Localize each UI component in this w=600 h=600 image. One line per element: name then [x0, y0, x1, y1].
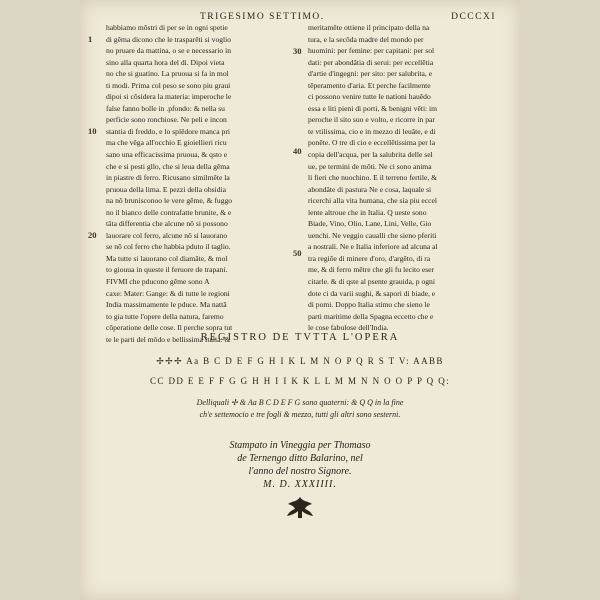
- text-line: ue, pe termini de mõti. Ne ci sono anima: [308, 161, 432, 171]
- text-line: ricerchi alla vita humana, che sia piu eccel: [308, 196, 438, 206]
- text-line: FIVMI che pducono gẽme sono A: [106, 277, 210, 287]
- text-line: essa e liti pieni di porti, & benigni vẽti: im: [308, 103, 438, 113]
- text-line: sano una efficacissima pruoua, & qsto e: [106, 150, 228, 160]
- text-line: to gia tutte l'opere della natura, faremo: [106, 311, 224, 321]
- text-line: uenchi. Ne veggio caualli che sieno pferiti: [308, 230, 437, 240]
- text-line: me, & di ferro mẽtre che gli fu lecito eser: [308, 265, 435, 275]
- text-line: che e si pesti gllo, che si leua della gẽma: [106, 161, 230, 171]
- text-line: ti modi. Prima col peso se sono piu graui: [106, 80, 231, 90]
- text-line: a nostrali. Ne e Italia inferiore ad alcuna al: [308, 242, 438, 252]
- gathering-note-line-2: ch'e settemocio e tre fogli & mezzo, tutti gli altri sono sesterni.: [199, 410, 401, 419]
- text-line: di gẽma dicono che le trasparẽti si voglio: [106, 34, 232, 44]
- text-line: false fanno bolle in .pfondo: & nella su: [106, 103, 225, 113]
- text-line: meritamẽte ottiene il principato della na: [308, 23, 430, 32]
- line-number: 30: [293, 46, 302, 56]
- text-line: tãta differentia che alcune nõ si possono: [106, 219, 228, 229]
- text-line: te le parti del mõdo e bellissima Italia: &: [106, 334, 231, 344]
- text-line: no che si guatino. La pruoua si fa in mol: [106, 69, 229, 79]
- signature-list-line-2: CC DD E E F F G G H H I I K K L L M M N N O O P P Q Q:: [149, 376, 451, 386]
- text-line: copia dell'acqua, per la salubrita delle sel: [308, 150, 433, 160]
- text-line: tura, e la secõda madre del mondo per: [308, 34, 424, 44]
- text-line: peroche il sito suo e volto, e ricorre in par: [308, 115, 435, 125]
- text-line: tra regiõe di minere d'oro, d'argẽto, di ra: [308, 253, 431, 263]
- text-line: di pomi. Doppo Italia stimo che sieno le: [308, 300, 430, 310]
- text-line: lente altroue che in Italia. Q ueste sono: [308, 207, 427, 217]
- registro-heading: REGISTRO DE TVTTA L'OPERA: [200, 332, 400, 343]
- text-line: pruoua della lima. E pezzi della obsidia: [106, 184, 226, 194]
- line-number: 10: [88, 126, 97, 136]
- colophon-line-1: Stampato in Vineggia per Thomaso: [229, 440, 371, 451]
- text-line: le cose fabulose dell'India.: [308, 323, 389, 333]
- line-number: 50: [293, 248, 302, 258]
- fleuron-icon: [283, 494, 317, 520]
- text-line: te vtilissima, cio e in mezzo di leuãte, e di: [308, 126, 436, 136]
- text-line: Biade, Vino, Olio, Lane, Lini, Velle, Gio: [308, 219, 432, 229]
- book-page: [80, 0, 520, 600]
- folio-number: DCCCXI: [451, 12, 496, 22]
- running-title: TRIGESIMO SETTIMO.: [200, 12, 325, 22]
- text-line: na nõ brunisconoo le vere gẽme, & fuggo: [106, 196, 233, 206]
- line-number: 20: [88, 230, 97, 240]
- colophon-line-3: l'anno del nostro Signore.: [248, 466, 352, 477]
- text-line: perficie sono ronchiose. Ne peli e incon: [106, 115, 227, 125]
- text-line: dati: per abondãtia di serui: per eccellẽtia: [308, 57, 434, 67]
- text-line: no il bianco delle contrafatte brunite, & e: [106, 207, 232, 217]
- right-text-column: [308, 22, 493, 334]
- text-line: d'artie d'ingegni: per sito: per salubrita, e: [308, 69, 432, 79]
- text-line: parti maritime della Spagna eccetto che e: [308, 311, 434, 321]
- text-line: tẽperamento d'aria. Et perche facilmente: [308, 80, 431, 90]
- colophon-line-2: de Ternengo ditto Balarino, nel: [237, 453, 363, 464]
- text-line: dipoi si cõsidera la materia: imperoche le: [106, 92, 232, 102]
- text-line: stantia di freddo, e lo splẽdore manca pri: [106, 126, 230, 136]
- colophon-date: M. D. XXXIIII.: [263, 479, 337, 490]
- left-text-column: [106, 22, 291, 345]
- text-line: se nõ col ferro che habbia pduto il taglio.: [106, 242, 231, 252]
- text-line: India massimamente le pduce. Ma nattã: [106, 300, 227, 310]
- text-line: to giouua in queste il feruore de trapani.: [106, 265, 228, 275]
- line-number: 1: [88, 34, 93, 44]
- text-line: abondãte di pastura Ne e cosa, laquale si: [308, 184, 432, 194]
- text-line: citarle. & di qste al psente grauida, p ogni: [308, 277, 435, 287]
- text-line: sino alla quarta hora del dì. Dipoi vieta: [106, 57, 225, 67]
- gathering-note-line-1: Delliquali ✢ & Aa B C D E F G sono quaterni: & Q Q in la fine: [196, 398, 404, 407]
- text-line: no pruare da mattina, o se e necessario in: [106, 46, 232, 56]
- text-line: ponẽte. O tre di cio e eccellẽtissima per la: [308, 138, 436, 148]
- line-number: 40: [293, 146, 302, 156]
- text-line: li fieri che nuochino. E il terreno fertile, &: [308, 173, 438, 183]
- text-line: huomini: per femine: per capitani: per sol: [308, 46, 435, 56]
- text-line: Ma tutte si lauorano col diamãte, & mol: [106, 253, 228, 263]
- text-line: ma che vẽga all'occhio E gioiellieri ricu: [106, 138, 227, 148]
- text-line: dote ci da varii sughi, & sapori di biade, e: [308, 288, 436, 298]
- text-line: habbiamo mõstri di per se in ogni spetie: [106, 23, 228, 32]
- text-line: ci possono venire tutte le nationi hauẽdo: [308, 92, 431, 102]
- text-line: in piastre di ferro. Ricusano similmẽte la: [106, 173, 230, 183]
- signature-list-line-1: ✢✢✢ Aa B C D E F G H I K L M N O P Q R S T V: AABB: [156, 356, 444, 366]
- text-line: lauorare col ferro, alcune nõ si lauorano: [106, 230, 228, 240]
- text-line: cõperatione delle cose. Il perche sopra tut: [106, 323, 233, 333]
- text-line: caxe: Mater: Gange: & di tutte le regioni: [106, 288, 230, 298]
